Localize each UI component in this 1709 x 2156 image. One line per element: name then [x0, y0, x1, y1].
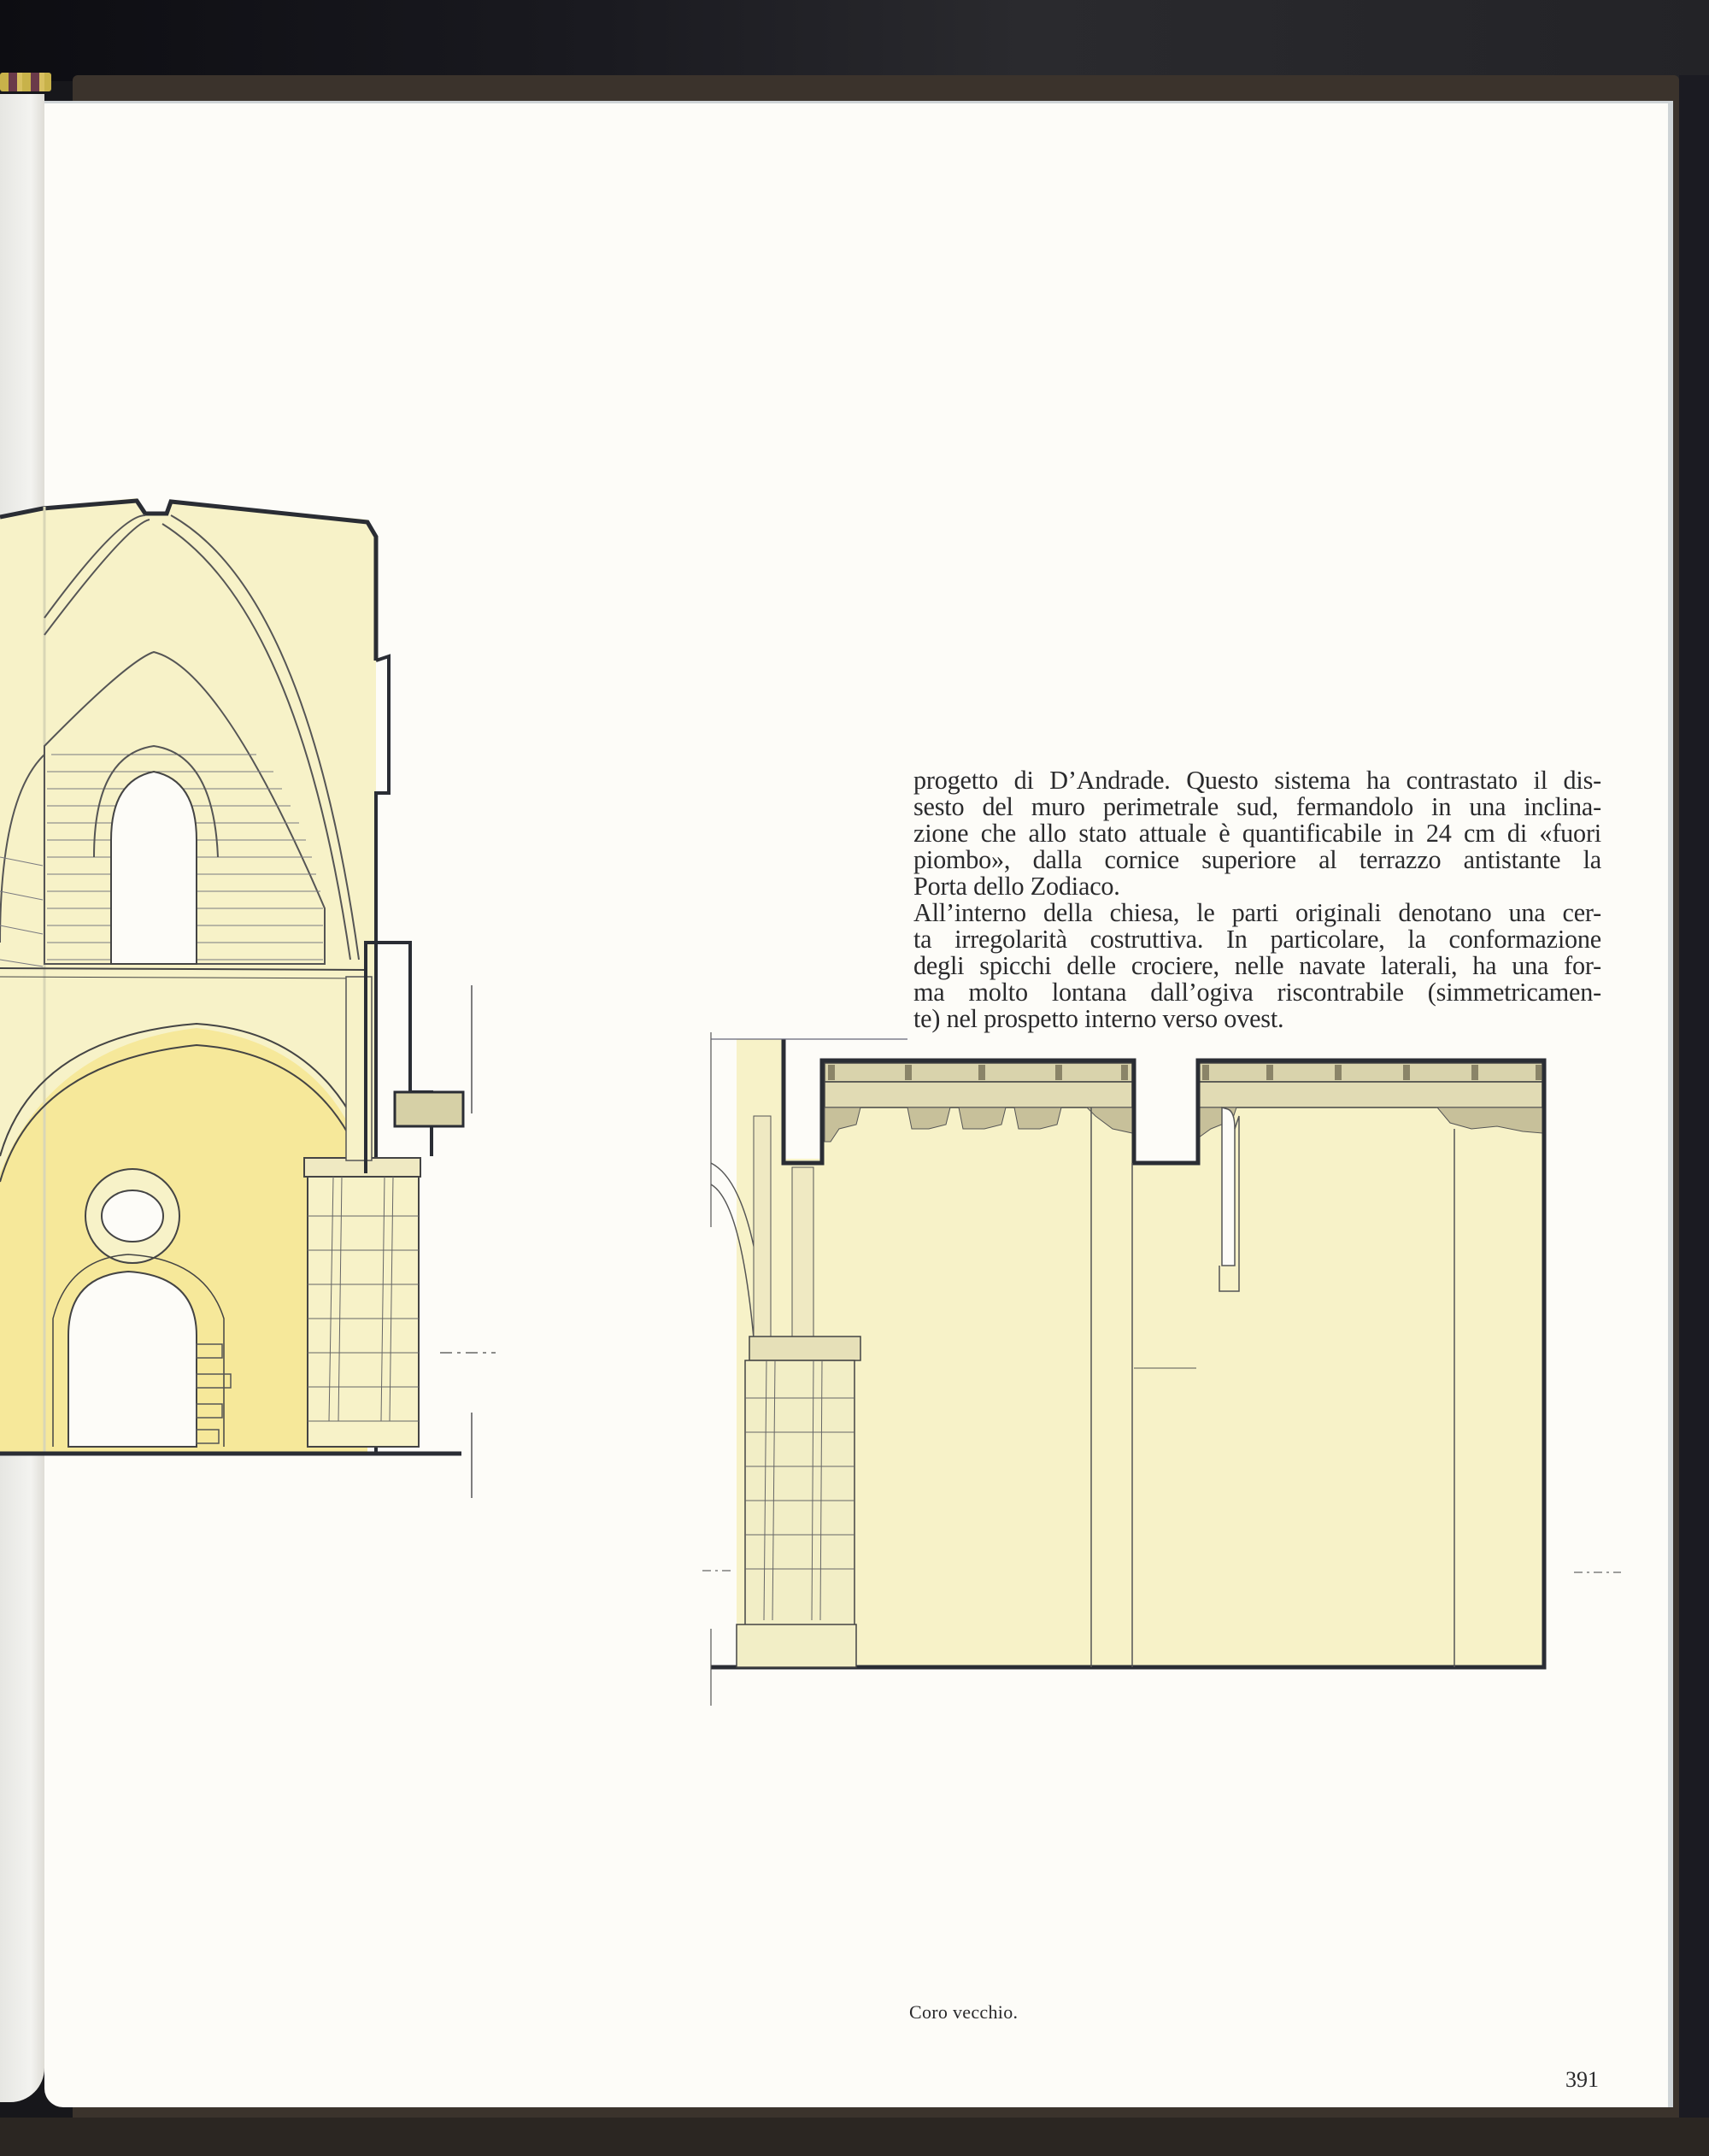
text-line: sesto del muro perimetrale sud, fermandolo in una inclina- — [913, 792, 1601, 821]
page-number: 391 — [1565, 2067, 1599, 2092]
book-cover-top-background — [0, 0, 1709, 81]
figure-caption: Coro vecchio. — [909, 2001, 1019, 2023]
body-text — [913, 767, 1601, 1032]
text-line: zione che allo stato attuale è quantificabile in 24 cm di «fuori — [913, 819, 1601, 848]
text-line: te) nel prospetto interno verso ovest. — [913, 1004, 1284, 1033]
text-line: Porta dello Zodiaco. — [913, 872, 1120, 901]
paragraph-2 — [913, 900, 1601, 1032]
bookmark-ribbon — [0, 73, 51, 91]
right-architectural-drawing — [702, 1031, 1642, 1706]
text-line: degli spicchi delle crociere, nelle navate laterali, ha una for- — [913, 951, 1601, 980]
paragraph-1 — [913, 767, 1601, 900]
text-line: ta irregolarità costruttiva. In particolare, la conformazione — [913, 925, 1601, 954]
text-line: All’interno della chiesa, le parti originali denotano una cer- — [913, 898, 1601, 927]
text-line: piombo», dalla cornice superiore al terrazzo antistante la — [913, 845, 1601, 874]
left-architectural-drawing — [0, 498, 530, 1695]
text-line: progetto di D’Andrade. Questo sistema ha contrastato il dis- — [913, 766, 1601, 795]
text-line: ma molto lontana dall’ogiva riscontrabile (simmetricamen- — [913, 978, 1601, 1007]
book-page — [44, 101, 1673, 2107]
book-cover-bottom — [0, 2118, 1709, 2156]
cover-right-edge — [1679, 75, 1709, 2156]
